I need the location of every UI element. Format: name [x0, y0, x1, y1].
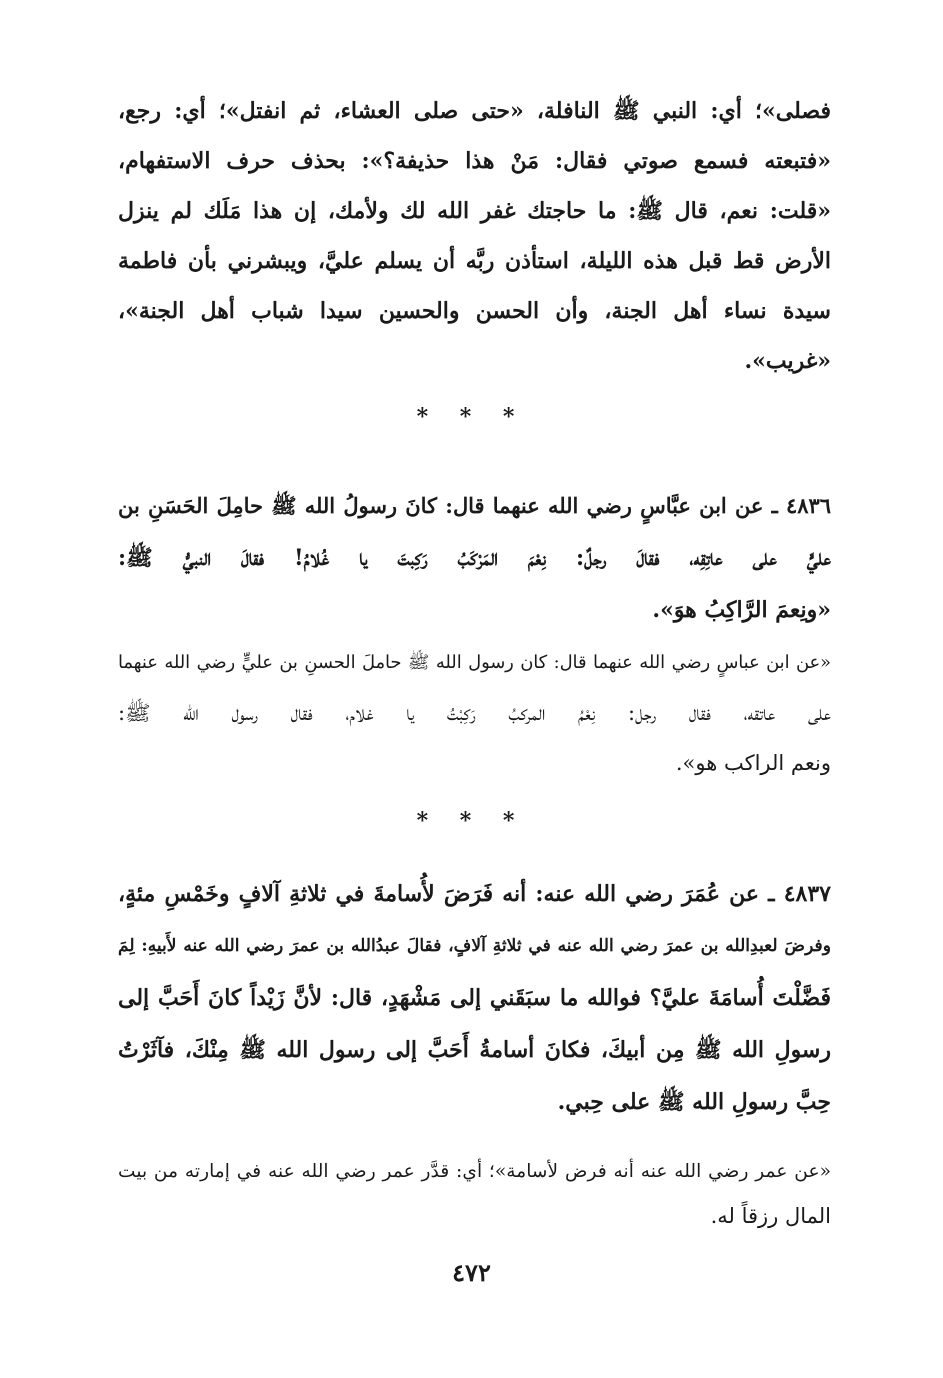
commentary-4837	[118, 1150, 831, 1238]
page-number: ٤٧٢	[452, 1258, 491, 1287]
hadith-4837	[118, 868, 831, 1128]
text-line: فَضَّلْتَ أُسامَةَ عليَّ؟ فوالله ما سبَقَني إلى مَشْهَدٍ، قال: لأنَّ زَيْداً كانَ أَحَبَّ إلى	[118, 985, 831, 1011]
commentary-4836	[118, 638, 831, 788]
text-line: «فتبعته فسمع صوتي فقال: مَنْ هذا حذيفة؟»: بحذف حرف الاستفهام،	[118, 148, 831, 174]
text-line: ونعم الراكب هو».	[675, 751, 831, 775]
text-line: «قلت: نعم، قال ﷺ: ما حاجتك غفر الله لك ولأمك، إن هذا مَلَك لم ينزل	[118, 198, 831, 224]
section-separator: * * *	[416, 404, 527, 430]
text-line: عليٍّ على عاتِقِه، فقالَ رجلٌ: نِعْمَ المَرْكَبُ رَكِبتَ يا غُلامُ! فقالَ النبيُّ ﷺ:	[118, 545, 831, 571]
text-line: الأرض قط قبل هذه الليلة، استأذن ربَّه أن يسلم عليَّ، ويبشرني بأن فاطمة	[118, 248, 831, 274]
text-line: ٤٨٣٧ ـ عن عُمَرَ رضي الله عنه: أنه فَرَضَ لأُسامةَ في ثلاثةِ آلافٍ وخَمْسِ مئةٍ،	[118, 881, 831, 907]
text-line: ٤٨٣٦ ـ عن ابن عبَّاسٍ رضي الله عنهما قال: كانَ رسولُ الله ﷺ حامِلَ الحَسَنِ بن	[118, 493, 831, 518]
text-line: على عاتقه، فقال رجل: نِعْمُ المركبُ رَكِبْتُ يا غلام، فقال رسول الله ﷺ:	[118, 701, 831, 725]
text-line: سيدة نساء أهل الجنة، وأن الحسن والحسين سيدا شباب أهل الجنة»،	[118, 298, 831, 324]
section-separator: * * *	[416, 808, 527, 834]
text-line: «عن ابن عباسٍ رضي الله عنهما قال: كان رسول الله ﷺ حاملَ الحسنِ بن عليٍّ رضي الله عنهما	[118, 653, 831, 673]
text-line: المال رزقاً له.	[710, 1204, 831, 1228]
text-line: وفرضَ لعبدِالله بن عمرَ رضي الله عنه في ثلاثةِ آلافٍ، فقالَ عبدُالله بن عمرَ رضي الله عنه لأَبيهِ: لِمَ	[118, 936, 831, 956]
text-line: «غريب».	[744, 348, 831, 374]
text-line: حِبَّ رسولِ الله ﷺ على حِبي.	[557, 1089, 831, 1115]
text-line: فصلى»؛ أي: النبي ﷺ النافلة، «حتى صلى العشاء، ثم انفتل»؛ أي: رجع،	[118, 98, 831, 124]
hadith-4836	[118, 480, 831, 636]
commentary-paragraph-top	[118, 86, 831, 386]
text-line: رسولِ الله ﷺ مِن أبيكَ، فكانَ أسامةُ أَحَبَّ إلى رسول الله ﷺ مِنْكَ، فآثَرْتُ	[118, 1037, 831, 1063]
text-line: «ونِعمَ الرَّاكِبُ هوَ».	[652, 597, 831, 623]
text-line: «عن عمر رضي الله عنه أنه فرض لأسامة»؛ أي: قدَّر عمر رضي الله عنه في إمارته من بيت	[118, 1161, 831, 1182]
